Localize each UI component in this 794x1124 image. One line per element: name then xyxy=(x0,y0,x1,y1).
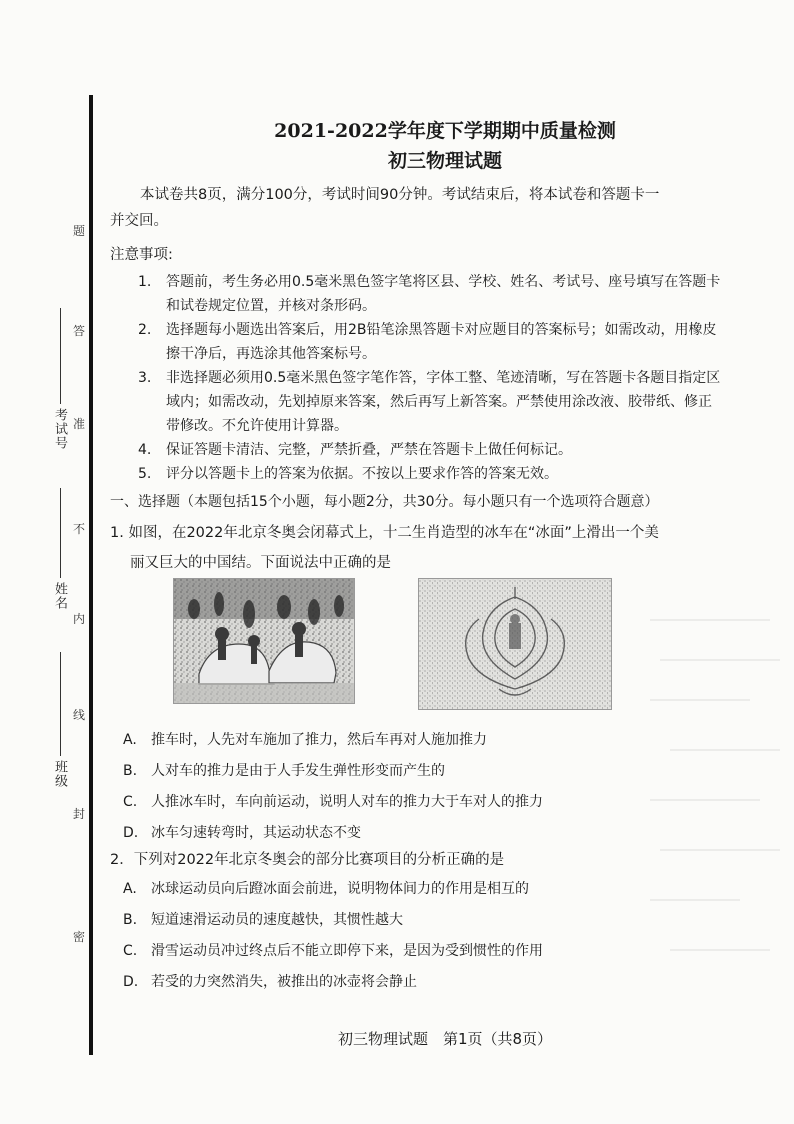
exam-number-line xyxy=(60,308,61,404)
option-text: 滑雪运动员冲过终点后不能立即停下来，是因为受到惯性的作用 xyxy=(151,943,543,959)
show-through-texture xyxy=(640,600,790,1000)
note-item xyxy=(134,270,724,318)
option-label: C. xyxy=(123,943,138,959)
seal-char: 密 xyxy=(73,930,86,944)
note-number: 1. xyxy=(138,274,152,290)
note-number: 3. xyxy=(138,370,152,386)
note-text: 选择题每小题选出答案后，用2B铅笔涂黑答题卡对应题目的答案标号；如需改动，用橡皮擦干净后，再选涂其他答案标号。 xyxy=(166,322,717,362)
option-text: 推车时，人先对车施加了推力，然后车再对人施加推力 xyxy=(151,732,487,748)
note-item xyxy=(134,366,724,438)
q1-stem-line-2: 丽又巨大的中国结。下面说法中正确的是 xyxy=(130,555,391,571)
intro-line-2: 并交回。 xyxy=(110,213,168,229)
ice-car-scene-illustration xyxy=(174,579,354,703)
option-text: 冰车匀速转弯时，其运动状态不变 xyxy=(151,825,361,841)
class-label: 班级 xyxy=(52,760,67,788)
exam-title: 2021-2022学年度下学期期中质量检测 xyxy=(274,120,616,142)
note-text: 保证答题卡清洁、完整，严禁折叠，严禁在答题卡上做任何标记。 xyxy=(166,442,572,458)
note-item xyxy=(134,438,724,462)
seal-char: 线 xyxy=(73,708,86,722)
section-heading: 一、选择题（本题包括15个小题，每小题2分，共30分。每小题只有一个选项符合题意） xyxy=(110,494,659,510)
seal-char: 不 xyxy=(73,522,86,536)
option-text: 冰球运动员向后蹬冰面会前进，说明物体间力的作用是相互的 xyxy=(151,881,529,897)
notes-heading: 注意事项: xyxy=(110,247,173,263)
note-item xyxy=(134,462,724,486)
seal-char: 封 xyxy=(73,807,86,821)
seal-char: 准 xyxy=(73,417,86,431)
name-line xyxy=(60,488,61,578)
option-text: 短道速滑运动员的速度越快，其惯性越大 xyxy=(151,912,403,928)
option-label: C. xyxy=(123,794,138,810)
intro-line-1: 本试卷共8页，满分100分，考试时间90分钟。考试结束后，将本试卷和答题卡一 xyxy=(140,187,660,203)
seal-char: 答 xyxy=(73,324,86,338)
q1-photo-chinese-knot xyxy=(418,578,612,710)
option-label: D. xyxy=(123,974,139,990)
seal-char: 内 xyxy=(73,612,86,626)
q2-stem: 2．下列对2022年北京冬奥会的部分比赛项目的分析正确的是 xyxy=(110,852,505,868)
notes-list xyxy=(134,270,724,486)
chinese-knot-illustration xyxy=(419,579,611,709)
q1-photo-ice-cars xyxy=(173,578,355,704)
option-label: A. xyxy=(123,732,137,748)
seal-char: 题 xyxy=(73,224,86,238)
note-number: 2. xyxy=(138,322,152,338)
page-footer: 初三物理试题 第1页（共8页） xyxy=(337,1030,553,1048)
option-text: 若受的力突然消失，被推出的冰壶将会静止 xyxy=(151,974,417,990)
exam-subtitle: 初三物理试题 xyxy=(387,150,502,172)
q1-stem-line-1: 1. 如图，在2022年北京冬奥会闭幕式上，十二生肖造型的冰车在“冰面”上滑出一个美 xyxy=(110,525,659,541)
option-text: 人对车的推力是由于人手发生弹性形变而产生的 xyxy=(151,763,445,779)
note-text: 答题前，考生务必用0.5毫米黑色签字笔将区县、学校、姓名、考试号、座号填写在答题卡和试卷规定位置，并核对条形码。 xyxy=(166,274,721,314)
option-label: A. xyxy=(123,881,137,897)
option-label: B. xyxy=(123,763,138,779)
class-line xyxy=(60,652,61,756)
note-item xyxy=(134,318,724,366)
option-label: B. xyxy=(123,912,138,928)
binding-line xyxy=(89,95,93,1055)
name-label: 姓名 xyxy=(52,582,67,610)
option-text: 人推冰车时，车向前运动，说明人对车的推力大于车对人的推力 xyxy=(151,794,543,810)
note-text: 非选择题必须用0.5毫米黑色签字笔作答，字体工整、笔迹清晰，写在答题卡各题目指定区域内；如需改动，先划掉原来答案，然后再写上新答案。严禁使用涂改液、胶带纸、修正带修改。不允许使用计算器。 xyxy=(166,370,721,434)
option-label: D. xyxy=(123,825,139,841)
note-number: 4. xyxy=(138,442,152,458)
note-number: 5. xyxy=(138,466,152,482)
note-text: 评分以答题卡上的答案为依据。不按以上要求作答的答案无效。 xyxy=(166,466,558,482)
exam-number-label: 考试号 xyxy=(52,408,67,450)
